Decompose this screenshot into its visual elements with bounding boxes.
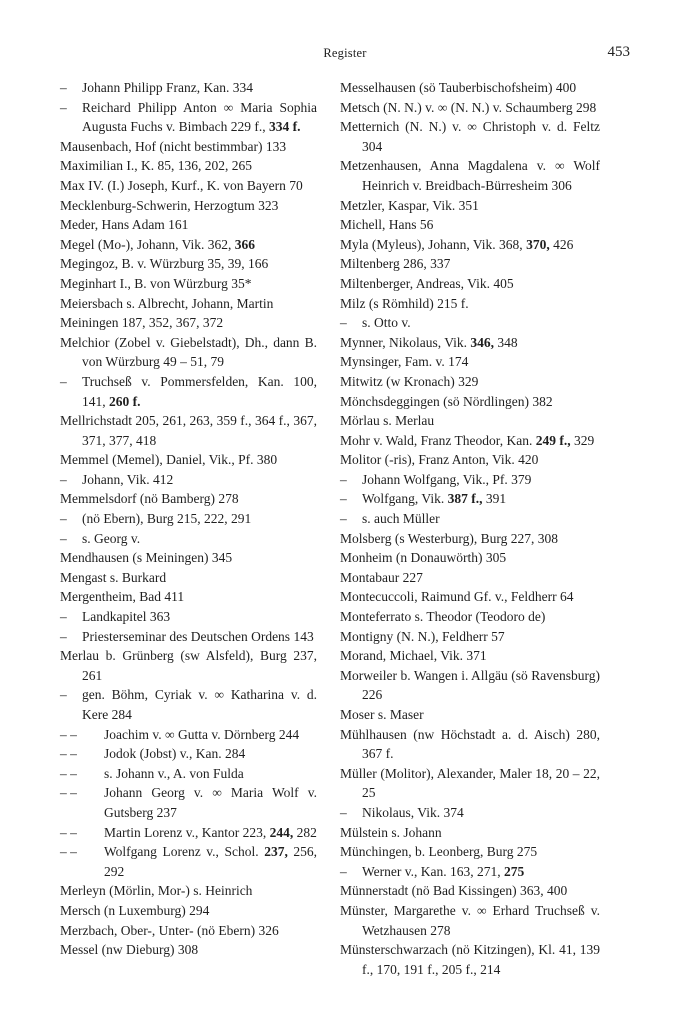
entry-text: Johann, Vik. 412 bbox=[82, 471, 174, 487]
entry-bold-ref: 275 bbox=[504, 863, 525, 879]
entry-text: Molsberg (s Westerburg), Burg 227, 308 bbox=[340, 530, 559, 546]
index-entry bbox=[60, 215, 317, 235]
subentry-dash: – bbox=[340, 511, 347, 527]
entry-text: Merzbach, Ober-, Unter- (nö Ebern) 326 bbox=[60, 922, 279, 938]
entry-text: Milz (s Römhild) 215 f. bbox=[340, 295, 469, 311]
entry-text: Meginhart I., B. von Würzburg 35* bbox=[60, 275, 252, 291]
index-column-left bbox=[60, 78, 317, 960]
index-entry bbox=[340, 568, 600, 588]
entry-text: Mohr v. Wald, Franz Theodor, Kan. bbox=[340, 432, 536, 448]
index-entry bbox=[60, 156, 317, 176]
entry-text: Morweiler b. Wangen i. Allgäu (sö Ravensburg) 226 bbox=[340, 667, 600, 703]
index-entry bbox=[60, 823, 317, 843]
entry-text: Müller (Molitor), Alexander, Maler 18, 20 – 22, 25 bbox=[340, 765, 600, 801]
index-entry bbox=[340, 78, 600, 98]
entry-bold-ref: 334 f. bbox=[268, 119, 301, 135]
index-entry bbox=[340, 587, 600, 607]
entry-text: Metternich (N. N.) v. ∞ Christoph v. d. Feltz 304 bbox=[340, 119, 600, 154]
index-entry bbox=[340, 627, 600, 647]
subentry-dash: – bbox=[60, 471, 67, 487]
subentry-double-dash: – – bbox=[60, 765, 77, 781]
entry-text: Johann Philipp Franz, Kan. 334 bbox=[82, 80, 253, 95]
entry-text: Monheim (n Donauwörth) 305 bbox=[340, 550, 507, 566]
entry-text: 391 bbox=[482, 491, 507, 507]
index-entry bbox=[340, 470, 600, 490]
index-entry bbox=[340, 725, 600, 764]
entry-text: Miltenberg 286, 337 bbox=[340, 256, 451, 272]
entry-text: Morand, Michael, Vik. 371 bbox=[340, 648, 487, 664]
index-entry bbox=[340, 940, 600, 979]
index-entry bbox=[60, 921, 317, 941]
index-entry bbox=[60, 333, 317, 372]
index-entry bbox=[60, 98, 317, 137]
entry-text: Mynner, Nikolaus, Vik. bbox=[340, 334, 471, 350]
entry-bold-ref: 346, bbox=[470, 334, 495, 350]
index-entry bbox=[60, 901, 317, 921]
entry-text: Melchior (Zobel v. Giebelstadt), Dh., dann B. von Würzburg 49 – 51, 79 bbox=[60, 334, 317, 370]
entry-text: Monteferrato s. Theodor (Teodoro de) bbox=[340, 609, 546, 625]
entry-text: 329 bbox=[570, 432, 595, 448]
entry-text: Merleyn (Mörlin, Mor-) s. Heinrich bbox=[60, 883, 253, 899]
entry-text: Münster, Margarethe v. ∞ Erhard Truchseß v. Wetzhausen 278 bbox=[340, 902, 600, 938]
entry-text: Landkapitel 363 bbox=[82, 609, 171, 625]
index-entry bbox=[60, 235, 317, 255]
index-entry bbox=[60, 627, 317, 647]
entry-text: s. auch Müller bbox=[362, 511, 440, 527]
index-entry bbox=[340, 764, 600, 803]
entry-text: Maximilian I., K. 85, 136, 202, 265 bbox=[60, 158, 252, 174]
index-entry bbox=[340, 411, 600, 431]
index-column-right bbox=[340, 78, 600, 979]
entry-text: Myla (Myleus), Johann, Vik. 368, bbox=[340, 236, 527, 252]
entry-text: s. Johann v., A. von Fulda bbox=[104, 765, 244, 781]
entry-text: Mecklenburg-Schwerin, Herzogtum 323 bbox=[60, 197, 279, 213]
entry-text: gen. Böhm, Cyriak v. ∞ Katharina v. d. Kere 284 bbox=[82, 687, 317, 722]
index-entry bbox=[340, 803, 600, 823]
subentry-dash: – bbox=[340, 491, 347, 507]
index-entry bbox=[60, 881, 317, 901]
index-entry bbox=[340, 352, 600, 372]
entry-text: Montigny (N. N.), Feldherr 57 bbox=[340, 628, 505, 644]
subentry-dash: – bbox=[60, 687, 67, 703]
index-entry bbox=[340, 862, 600, 882]
index-entry bbox=[60, 274, 317, 294]
index-entry bbox=[60, 587, 317, 607]
index-entry bbox=[340, 548, 600, 568]
entry-bold-ref: 366 bbox=[234, 236, 256, 252]
index-entry bbox=[340, 666, 600, 705]
index-entry bbox=[340, 881, 600, 901]
entry-text: Michell, Hans 56 bbox=[340, 217, 434, 233]
entry-text: Miltenberger, Andreas, Vik. 405 bbox=[340, 275, 514, 291]
entry-text: Nikolaus, Vik. 374 bbox=[362, 804, 464, 820]
index-entry bbox=[340, 901, 600, 940]
entry-text: Johann Georg v. ∞ Maria Wolf v. Gutsberg 237 bbox=[104, 785, 317, 820]
index-entry bbox=[60, 725, 317, 745]
index-entry bbox=[60, 509, 317, 529]
index-entry bbox=[60, 685, 317, 724]
subentry-dash: – bbox=[60, 609, 67, 625]
entry-text: Münchingen, b. Leonberg, Burg 275 bbox=[340, 844, 538, 860]
entry-text: Messel (nw Dieburg) 308 bbox=[60, 942, 199, 958]
entry-text: 426 bbox=[549, 236, 574, 252]
index-entry bbox=[340, 842, 600, 862]
index-entry bbox=[60, 450, 317, 470]
index-entry bbox=[340, 607, 600, 627]
entry-text: (nö Ebern), Burg 215, 222, 291 bbox=[82, 511, 252, 527]
subentry-dash: – bbox=[340, 471, 347, 487]
entry-text: Mynsinger, Fam. v. 174 bbox=[340, 354, 469, 370]
subentry-dash: – bbox=[60, 511, 67, 527]
index-entry bbox=[60, 411, 317, 450]
index-entry bbox=[60, 568, 317, 588]
index-entry bbox=[60, 470, 317, 490]
entry-text: Reichard Philipp Anton ∞ Maria Sophia Augusta Fuchs v. Bimbach 229 f., bbox=[82, 99, 317, 135]
index-entry bbox=[60, 646, 317, 685]
subentry-dash: – bbox=[60, 80, 67, 95]
index-entry bbox=[340, 294, 600, 314]
entry-text: 256, 292 bbox=[104, 844, 318, 879]
entry-text: Werner v., Kan. 163, 271, bbox=[362, 863, 505, 879]
index-entry bbox=[340, 646, 600, 666]
subentry-double-dash: – – bbox=[60, 785, 77, 801]
index-entry bbox=[60, 842, 317, 881]
entry-text: Truchseß v. Pommersfelden, Kan. 100, 141, bbox=[82, 373, 317, 409]
subentry-double-dash: – – bbox=[60, 746, 77, 762]
page-number: 453 bbox=[607, 44, 630, 60]
entry-text: Merlau b. Grünberg (sw Alsfeld), Burg 237, 261 bbox=[60, 648, 317, 683]
entry-text: Max IV. (I.) Joseph, Kurf., K. von Bayern 70 bbox=[60, 177, 303, 193]
entry-text: Memmelsdorf (nö Bamberg) 278 bbox=[60, 491, 239, 507]
entry-text: Mengast s. Burkard bbox=[60, 569, 167, 585]
entry-text: Mersch (n Luxemburg) 294 bbox=[60, 902, 210, 918]
entry-bold-ref: 260 f. bbox=[109, 393, 141, 409]
index-entry bbox=[60, 764, 317, 784]
entry-text: Mühlhausen (nw Höchstadt a. d. Aisch) 280, 367 f. bbox=[340, 726, 600, 762]
entry-bold-ref: 370, bbox=[526, 236, 550, 252]
entry-text: Meiersbach s. Albrecht, Johann, Martin bbox=[60, 295, 274, 311]
subentry-dash: – bbox=[60, 628, 67, 644]
index-entry bbox=[340, 254, 600, 274]
index-entry bbox=[60, 372, 317, 411]
entry-text: Martin Lorenz v., Kantor 223, bbox=[104, 824, 270, 840]
entry-text: Mönchsdeggingen (sö Nördlingen) 382 bbox=[340, 393, 553, 409]
entry-text: Memmel (Memel), Daniel, Vik., Pf. 380 bbox=[60, 452, 278, 468]
index-entry bbox=[340, 196, 600, 216]
subentry-dash: – bbox=[340, 804, 347, 820]
entry-text: Montabaur 227 bbox=[340, 569, 423, 585]
index-entry bbox=[60, 254, 317, 274]
subentry-dash: – bbox=[60, 373, 67, 389]
index-entry bbox=[60, 529, 317, 549]
index-entry bbox=[60, 313, 317, 333]
index-entry bbox=[60, 176, 317, 196]
running-head: Register bbox=[323, 46, 367, 60]
entry-text: s. Otto v. bbox=[362, 315, 411, 331]
entry-text: Mülstein s. Johann bbox=[340, 824, 442, 840]
index-entry bbox=[340, 705, 600, 725]
entry-text: Mergentheim, Bad 411 bbox=[60, 589, 185, 605]
index-entry bbox=[340, 215, 600, 235]
subentry-double-dash: – – bbox=[60, 824, 77, 840]
entry-text: Megingoz, B. v. Würzburg 35, 39, 166 bbox=[60, 256, 269, 272]
entry-text: Megel (Mo-), Johann, Vik. 362, bbox=[60, 236, 235, 252]
index-entry bbox=[340, 372, 600, 392]
entry-text: Wolfgang Lorenz v., Schol. bbox=[104, 844, 265, 860]
entry-text: Mendhausen (s Meiningen) 345 bbox=[60, 550, 233, 566]
entry-bold-ref: 387 f., bbox=[447, 491, 483, 507]
entry-text: Mörlau s. Merlau bbox=[340, 413, 435, 429]
index-entry bbox=[340, 313, 600, 333]
entry-text: Moser s. Maser bbox=[340, 707, 424, 722]
index-entry bbox=[340, 274, 600, 294]
index-entry bbox=[340, 235, 600, 255]
entry-text: Molitor (-ris), Franz Anton, Vik. 420 bbox=[340, 452, 539, 468]
index-entry bbox=[340, 333, 600, 353]
entry-text: 282 bbox=[293, 824, 317, 840]
entry-text: Johann Wolfgang, Vik., Pf. 379 bbox=[362, 471, 532, 487]
page-header bbox=[60, 44, 630, 66]
index-entry bbox=[60, 294, 317, 314]
entry-text: 348 bbox=[494, 334, 518, 350]
index-entry bbox=[60, 489, 317, 509]
index-entry bbox=[60, 607, 317, 627]
index-entry bbox=[60, 196, 317, 216]
entry-text: Mellrichstadt 205, 261, 263, 359 f., 364 f., 367, 371, 377, 418 bbox=[60, 413, 317, 448]
entry-text: Metzler, Kaspar, Vik. 351 bbox=[340, 197, 479, 213]
entry-text: Jodok (Jobst) v., Kan. 284 bbox=[104, 746, 246, 762]
entry-text: Meiningen 187, 352, 367, 372 bbox=[60, 315, 224, 331]
entry-text: Münnerstadt (nö Bad Kissingen) 363, 400 bbox=[340, 883, 568, 899]
index-entry bbox=[60, 137, 317, 157]
entry-bold-ref: 244, bbox=[269, 824, 294, 840]
subentry-double-dash: – – bbox=[60, 726, 77, 742]
entry-text: Mausenbach, Hof (nicht bestimmbar) 133 bbox=[60, 138, 287, 154]
entry-bold-ref: 249 f., bbox=[535, 432, 571, 448]
entry-text: s. Georg v. bbox=[82, 530, 141, 546]
index-entry bbox=[60, 744, 317, 764]
subentry-double-dash: – – bbox=[60, 844, 77, 860]
subentry-dash: – bbox=[60, 530, 67, 546]
index-entry bbox=[340, 117, 600, 156]
subentry-dash: – bbox=[60, 99, 67, 115]
entry-text: Meder, Hans Adam 161 bbox=[60, 217, 189, 233]
entry-text: Montecuccoli, Raimund Gf. v., Feldherr 64 bbox=[340, 589, 574, 605]
index-entry bbox=[60, 78, 317, 98]
entry-text: Joachim v. ∞ Gutta v. Dörnberg 244 bbox=[104, 726, 300, 742]
entry-text: Messelhausen (sö Tauberbischofsheim) 400 bbox=[340, 80, 577, 95]
entry-text: Metsch (N. N.) v. ∞ (N. N.) v. Schaumberg 298 bbox=[340, 99, 597, 115]
index-entry bbox=[340, 450, 600, 470]
index-entry bbox=[60, 940, 317, 960]
index-entry bbox=[60, 548, 317, 568]
index-entry bbox=[340, 431, 600, 451]
entry-text: Metzenhausen, Anna Magdalena v. ∞ Wolf Heinrich v. Breidbach-Bürresheim 306 bbox=[340, 158, 600, 193]
index-entry bbox=[340, 823, 600, 843]
index-entry bbox=[340, 98, 600, 118]
index-entry bbox=[60, 783, 317, 822]
entry-bold-ref: 237, bbox=[264, 844, 288, 860]
index-entry bbox=[340, 529, 600, 549]
index-entry bbox=[340, 509, 600, 529]
entry-text: Wolfgang, Vik. bbox=[362, 491, 448, 507]
subentry-dash: – bbox=[340, 863, 347, 879]
entry-text: Priesterseminar des Deutschen Ordens 143 bbox=[82, 628, 314, 644]
entry-text: Mitwitz (w Kronach) 329 bbox=[340, 373, 479, 389]
entry-text: Münsterschwarzach (nö Kitzingen), Kl. 41, 139 f., 170, 191 f., 205 f., 214 bbox=[340, 942, 600, 977]
subentry-dash: – bbox=[340, 315, 347, 331]
index-entry bbox=[340, 156, 600, 195]
index-entry bbox=[340, 489, 600, 509]
index-entry bbox=[340, 392, 600, 412]
